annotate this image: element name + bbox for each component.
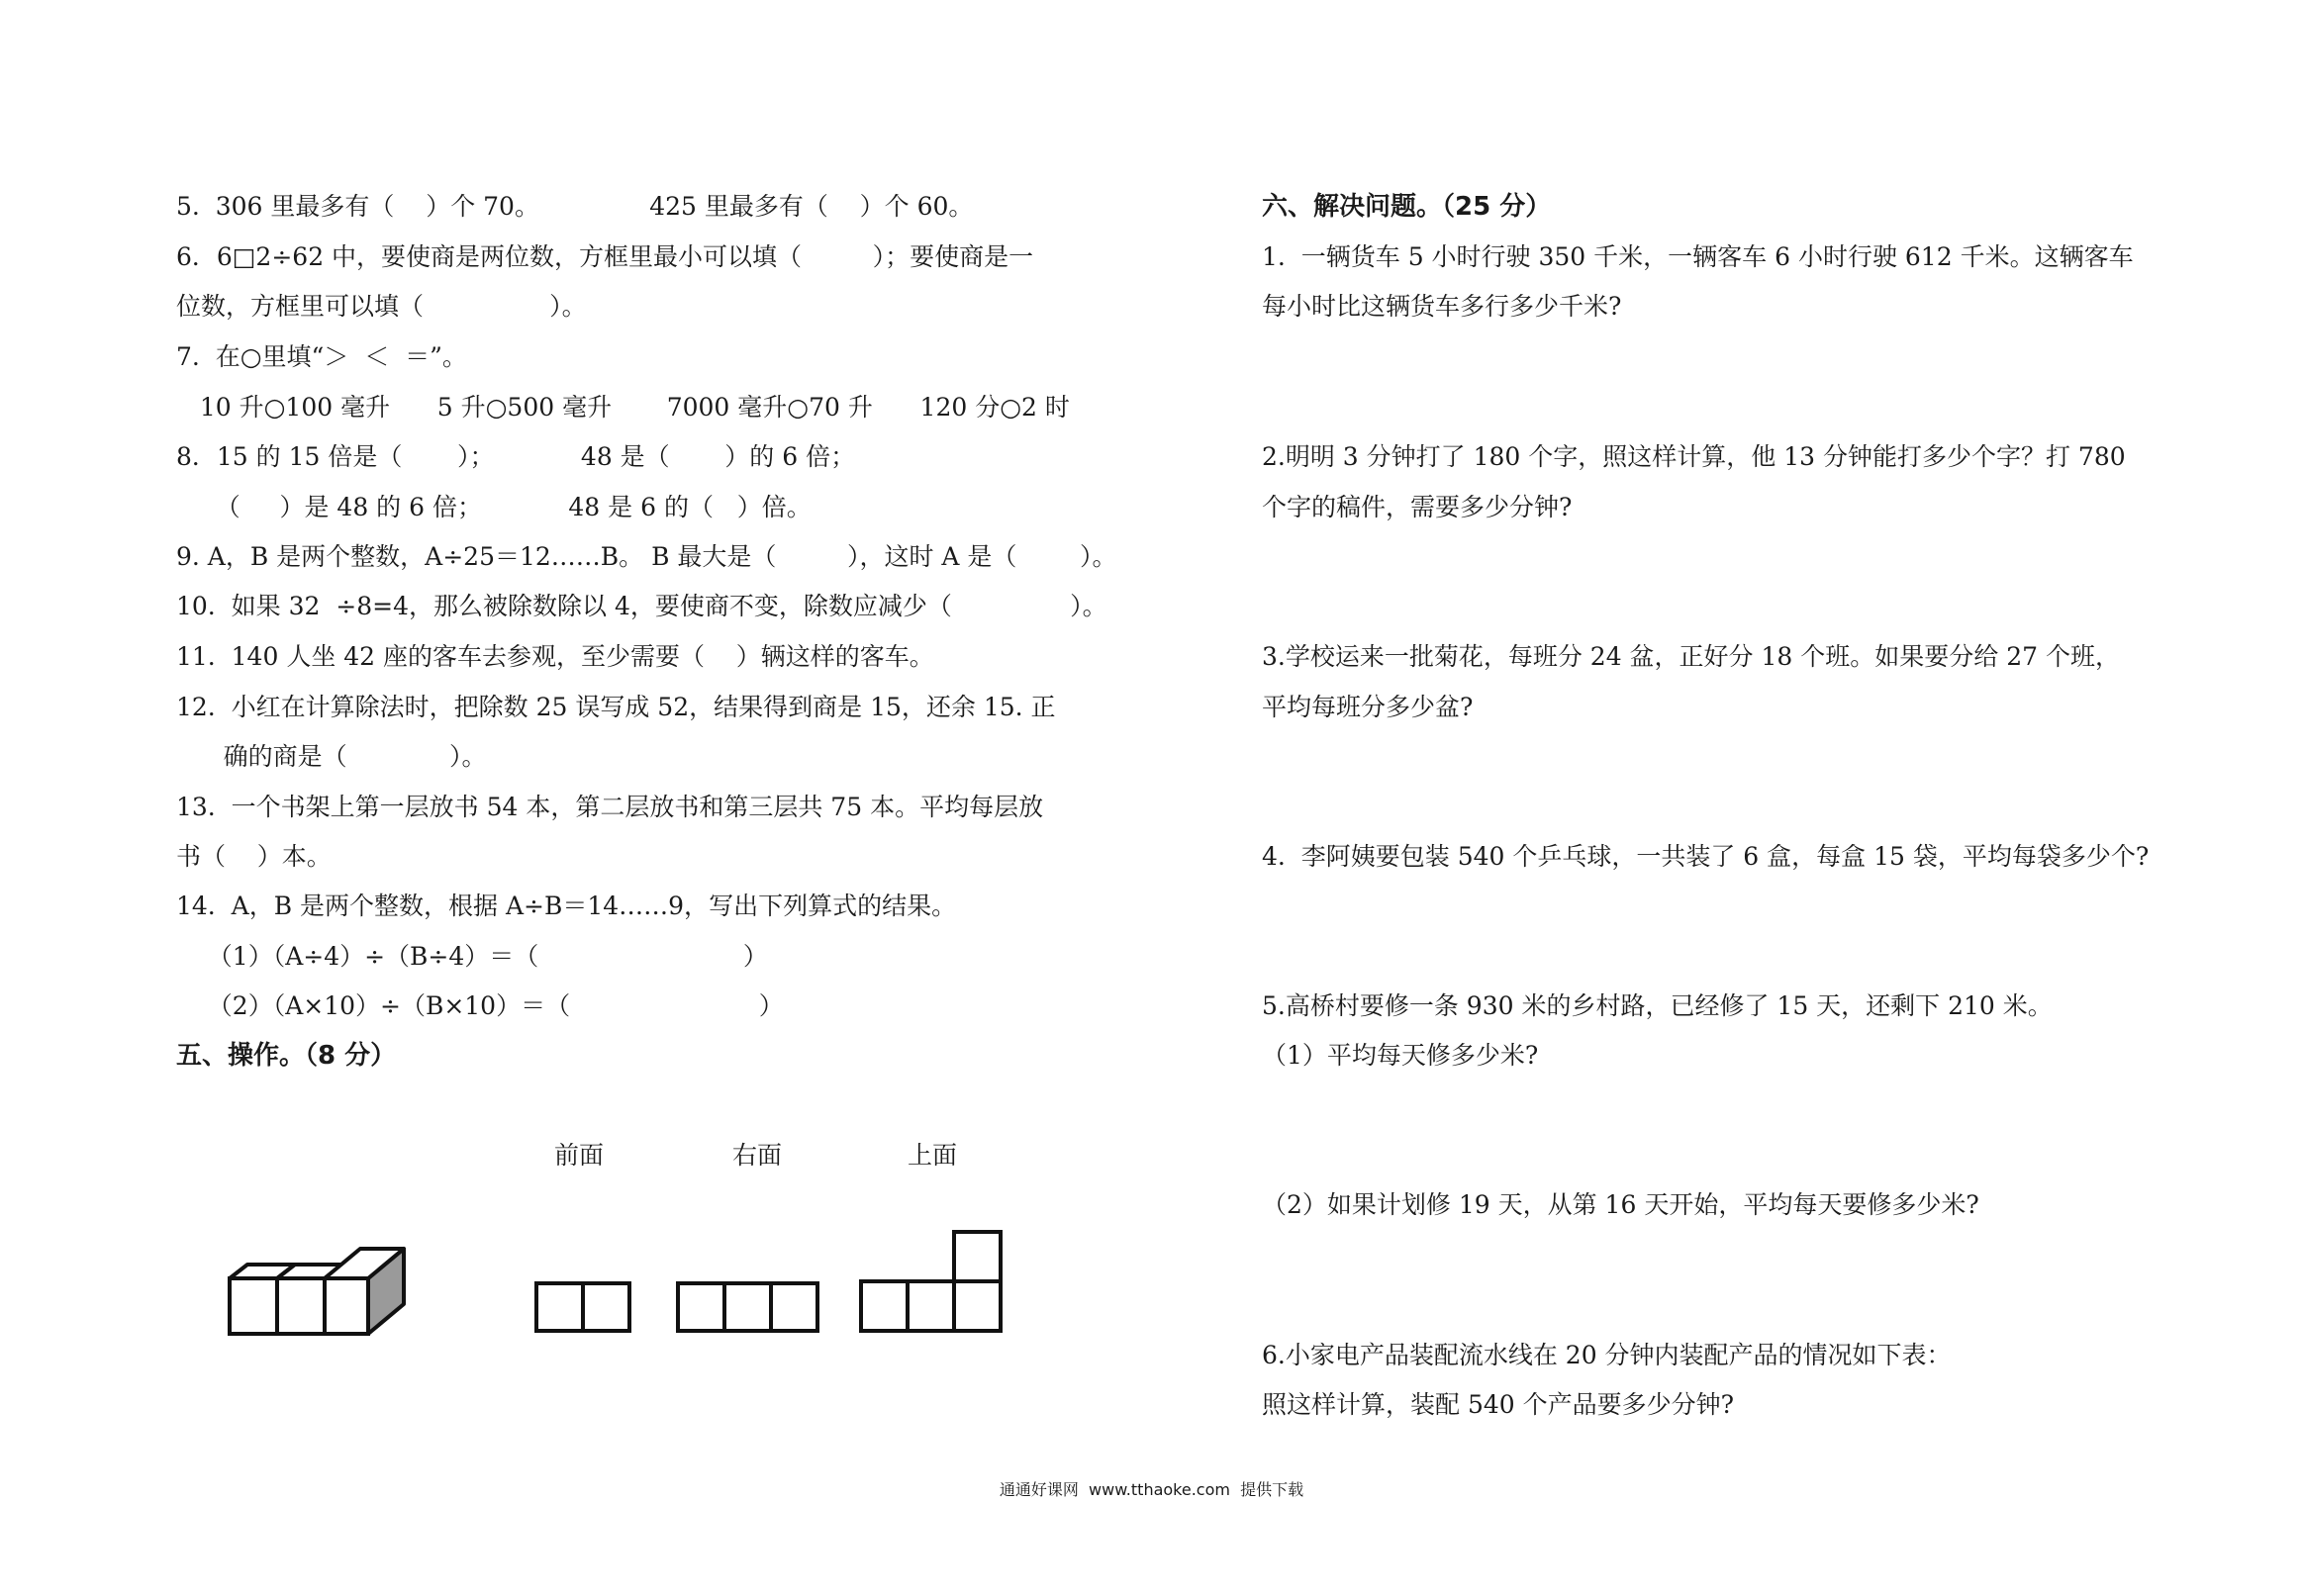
question-6-line-1: 6．6□2÷62 中，要使商是两位数，方框里最小可以填（ ）；要使商是一 [176,242,1034,271]
problem-5-part-2: （2）如果计划修 19 天，从第 16 天开始，平均每天要修多少米? [1262,1190,1979,1219]
top-view-figure [859,1230,1008,1335]
problem-6-line-2: 照这样计算，装配 540 个产品要多少分钟? [1262,1390,1735,1419]
view-label-top: 上面 [908,1141,958,1170]
question-14: 14. A，B 是两个整数，根据 A÷B＝14……9，写出下列算式的结果。 [176,892,957,920]
view-label-front: 前面 [554,1141,605,1170]
right-view-figure [676,1281,824,1335]
section-five-title: 五、操作。（8 分） [176,1041,397,1071]
footer-watermark: 通通好课网 www.tthaoke.com 提供下载 [999,1480,1304,1499]
question-8-line-1: 8．15 的 15 倍是（ ）； 48 是（ ）的 6 倍； [176,442,856,471]
problem-3-line-1: 3.学校运来一批菊花，每班分 24 盆，正好分 18 个班。如果要分给 27 个班， [1262,642,2120,671]
question-12-line-2: 确的商是（ ）。 [176,742,487,771]
question-12-line-1: 12. 小红在计算除法时，把除数 25 误写成 52，结果得到商是 15，还余 15. 正 [176,693,1056,721]
problem-2-line-2: 个字的稿件，需要多少分钟? [1262,493,1573,521]
front-view-figure [534,1281,633,1335]
question-8-line-2: （ ）是 48 的 6 倍； 48 是 6 的（ ）倍。 [176,493,812,521]
question-11: 11. 140 人坐 42 座的客车去参观，至少需要（ ）辆这样的客车。 [176,642,934,671]
problem-2-line-1: 2.明明 3 分钟打了 180 个字，照这样计算，他 13 分钟能打多少个字？打 780 [1262,442,2126,471]
question-14-part-2: （2）（A×10）÷（B×10）＝（ ） [176,991,784,1020]
question-13-line-2: 书（ ）本。 [176,842,332,871]
problem-5-line-1: 5.高桥村要修一条 930 米的乡村路，已经修了 15 天，还剩下 210 米。 [1262,991,2053,1020]
question-9: 9. A，B 是两个整数，A÷25＝12……B。 B 最大是（ ），这时 A 是（ ）。 [176,542,1117,571]
problem-1-line-2: 每小时比这辆货车多行多少千米? [1262,292,1622,321]
problem-1-line-1: 1. 一辆货车 5 小时行驶 350 千米，一辆客车 6 小时行驶 612 千米。这辆客车 [1262,242,2134,271]
cube-solid-figure [218,1227,416,1336]
question-6-line-2: 位数，方框里可以填（ ）。 [176,292,587,321]
question-5: 5. 306 里最多有（ ）个 70。 425 里最多有（ ）个 60。 [176,192,974,221]
section-six-title: 六、解决问题。（25 分） [1262,192,1552,222]
question-7-items: 10 升○100 毫升 5 升○500 毫升 7000 毫升○70 升 120 分○2 时 [176,393,1070,422]
question-10: 10. 如果 32 ÷8=4，那么被除数除以 4，要使商不变，除数应减少（ ）。 [176,592,1107,620]
problem-4: 4. 李阿姨要包装 540 个乒乓球，一共装了 6 盒，每盒 15 袋，平均每袋多少个? [1262,842,2150,871]
problem-5-part-1: （1）平均每天修多少米? [1262,1041,1539,1070]
question-14-part-1: （1）（A÷4）÷（B÷4）＝（ ） [176,942,768,971]
problem-6-line-1: 6.小家电产品装配流水线在 20 分钟内装配产品的情况如下表： [1262,1341,1952,1369]
view-label-right: 右面 [732,1141,783,1170]
question-13-line-1: 13. 一个书架上第一层放书 54 本，第二层放书和第三层共 75 本。平均每层放 [176,793,1044,821]
question-7: 7. 在○里填“＞ ＜ ＝”。 [176,342,467,371]
problem-3-line-2: 平均每班分多少盆? [1262,693,1474,721]
